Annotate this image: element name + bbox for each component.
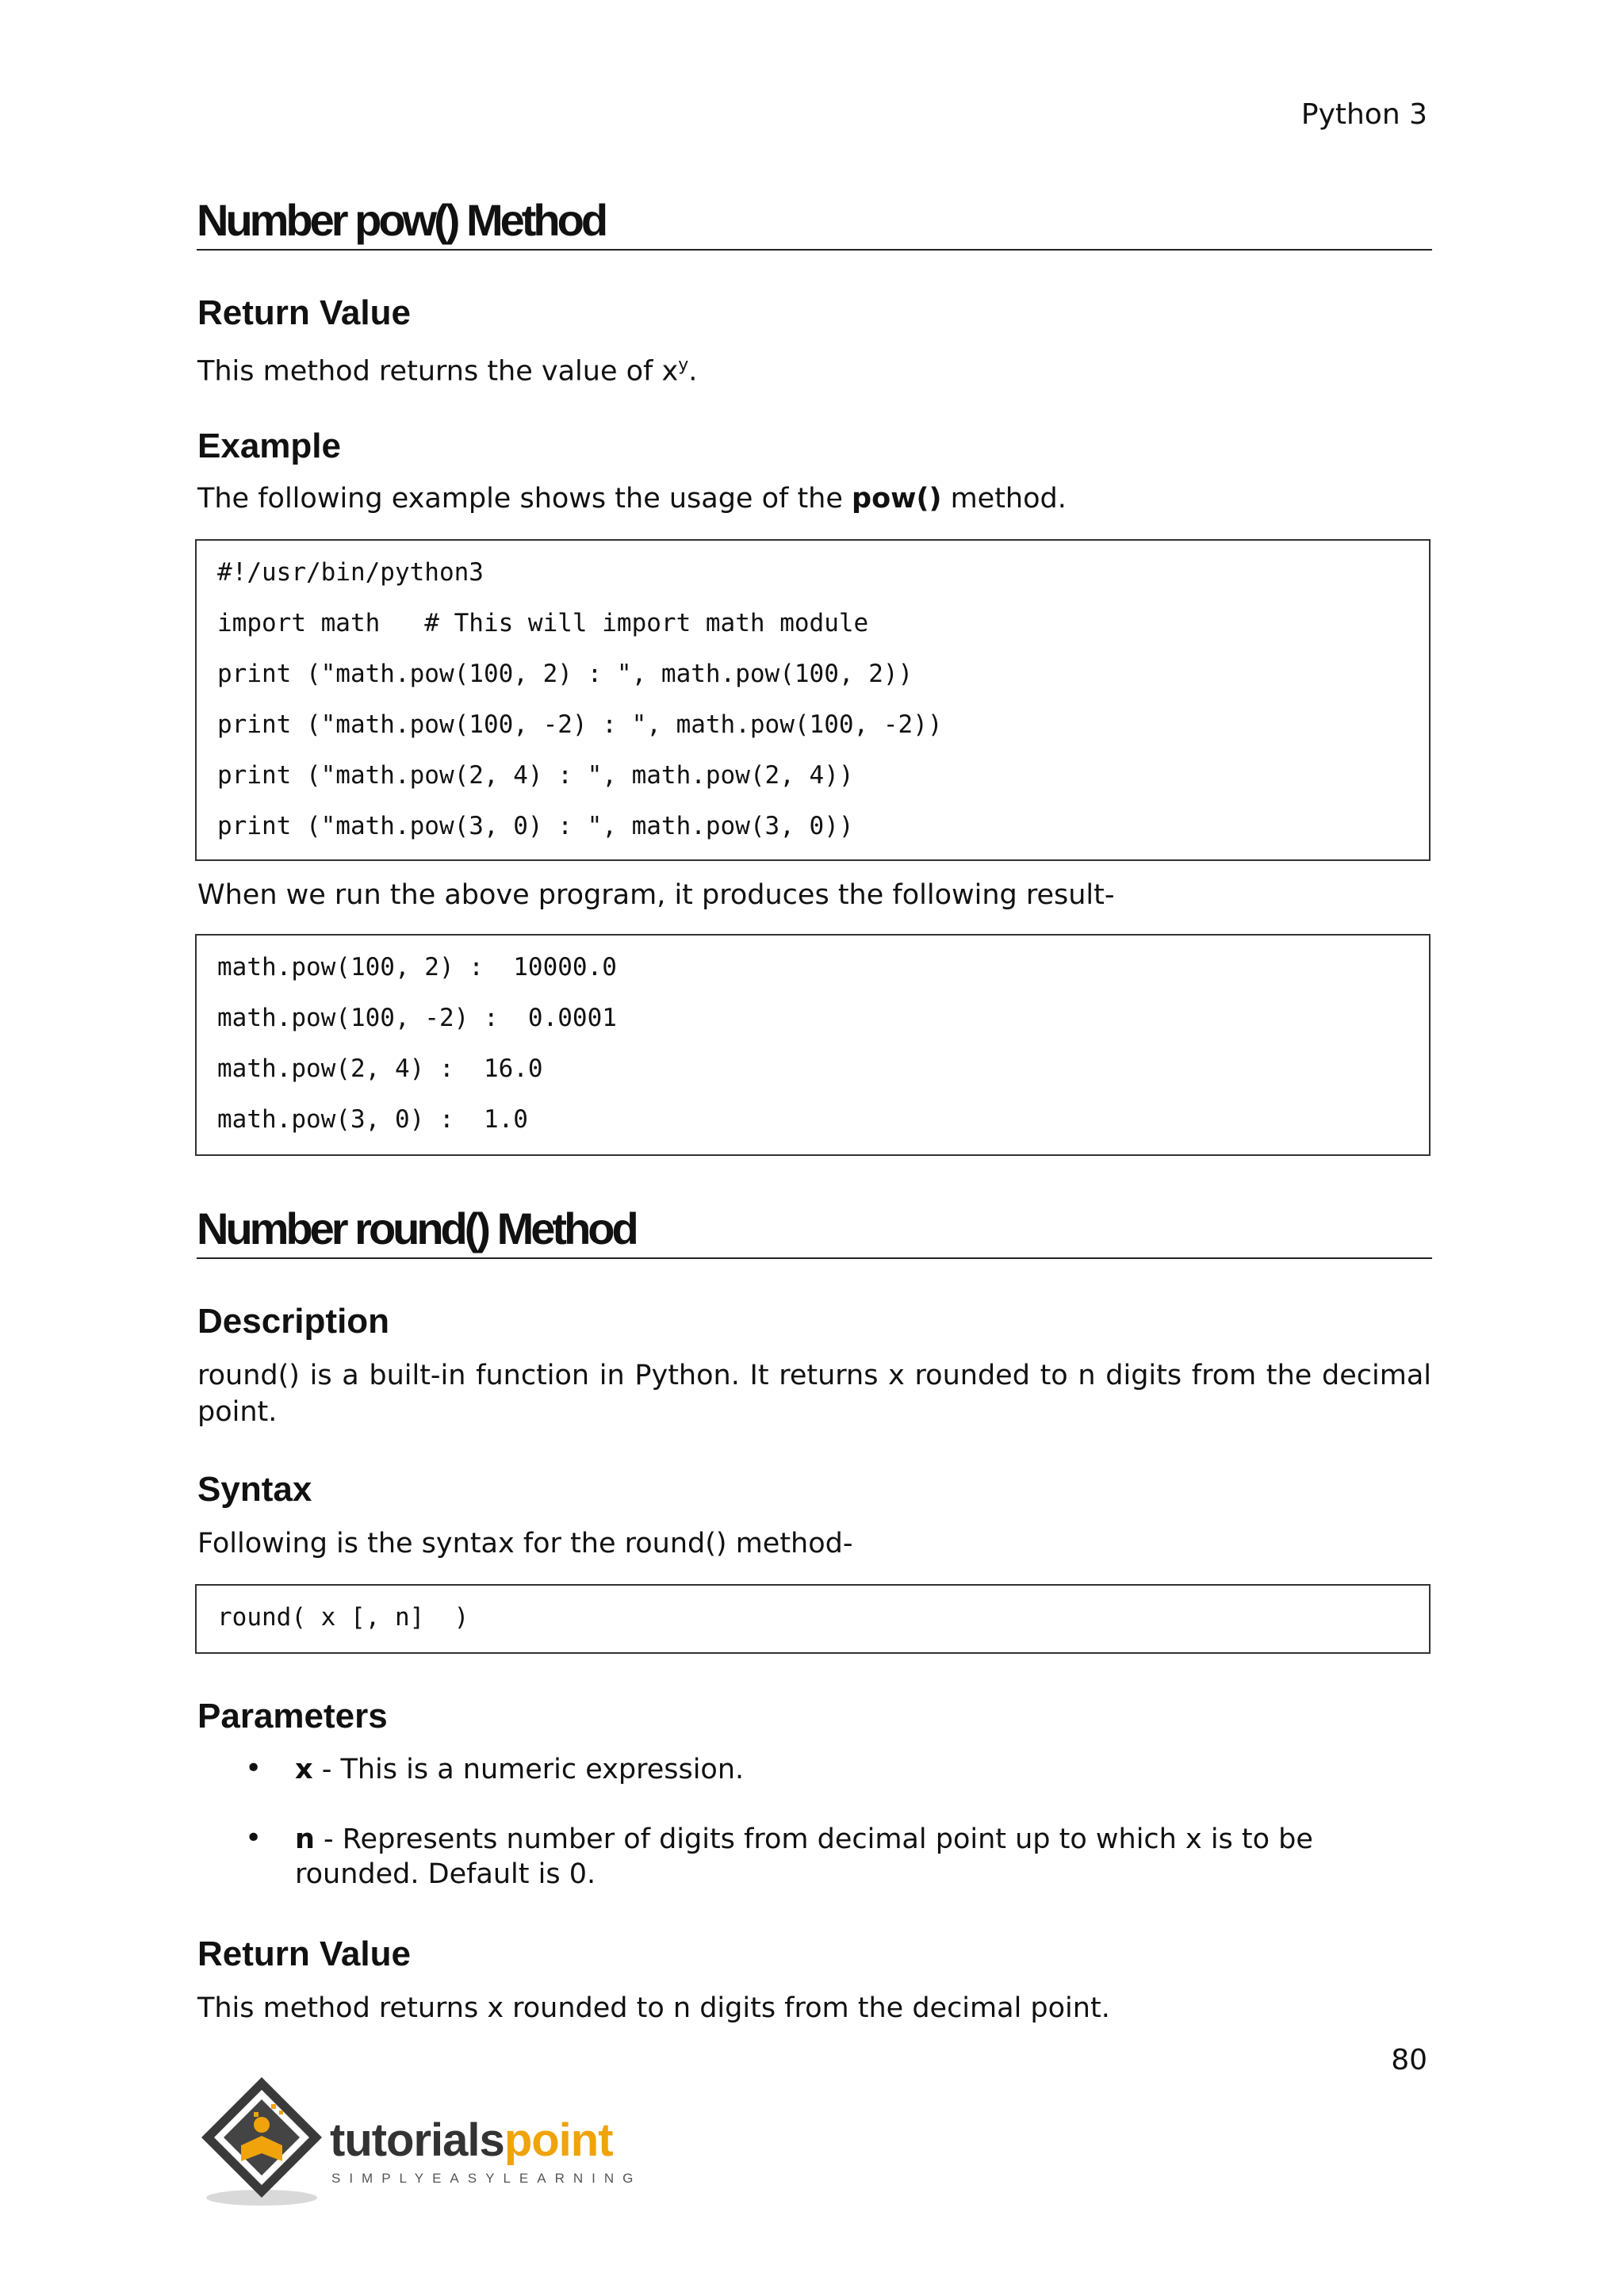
example-intro: The following example shows the usage of the pow() method. xyxy=(197,483,1067,515)
section-title-pow: Number pow() Method xyxy=(197,198,1432,251)
heading-example: Example xyxy=(197,427,341,465)
logo-diamond-icon xyxy=(195,2072,330,2207)
code-line: import math # This will import math module xyxy=(217,609,869,637)
heading-description: Description xyxy=(197,1302,390,1341)
heading-parameters: Parameters xyxy=(197,1697,388,1735)
heading-return-value-round: Return Value xyxy=(197,1934,411,1973)
result-intro: When we run the above program, it produces the following result- xyxy=(197,879,1115,911)
heading-syntax: Syntax xyxy=(197,1470,312,1509)
heading-return-value-pow: Return Value xyxy=(197,293,411,332)
logo-tagline: SIMPLYEASYLEARNING xyxy=(331,2171,642,2186)
parameter-item: n - Represents number of digits from decimal point up to which x is to be rounded. Default is 0. xyxy=(295,1823,1313,1890)
code-line: print ("math.pow(2, 4) : ", math.pow(2, 4)) xyxy=(217,761,854,790)
example-code-block xyxy=(195,539,1431,861)
syntax-code-block xyxy=(195,1584,1431,1654)
output-code-block xyxy=(195,934,1431,1156)
tutorialspoint-logo xyxy=(195,2072,671,2207)
output-line: math.pow(2, 4) : 16.0 xyxy=(217,1054,543,1083)
page-number: 80 xyxy=(1391,2044,1427,2076)
logo-wordmark: tutorialspoint xyxy=(330,2114,613,2166)
code-line: print ("math.pow(3, 0) : ", math.pow(3, 0)) xyxy=(217,812,854,840)
running-header: Python 3 xyxy=(1300,98,1427,131)
bullet-icon: • xyxy=(245,1752,262,1785)
output-line: math.pow(100, -2) : 0.0001 xyxy=(217,1004,617,1032)
output-line: math.pow(100, 2) : 10000.0 xyxy=(217,953,617,982)
code-line: #!/usr/bin/python3 xyxy=(217,558,484,587)
description-text: round() is a built-in function in Python. It returns x rounded to n digits from the decimal point. xyxy=(197,1360,1431,1428)
syntax-code-line: round( x [, n] ) xyxy=(217,1603,469,1632)
bullet-icon: • xyxy=(245,1822,262,1854)
parameter-item: x - This is a numeric expression. xyxy=(295,1754,745,1785)
return-value-text-pow: This method returns the value of $x^y$. xyxy=(197,355,698,388)
code-line: print ("math.pow(100, -2) : ", math.pow(100, -2)) xyxy=(217,710,943,739)
output-line: math.pow(3, 0) : 1.0 xyxy=(217,1105,528,1134)
section-title-round: Number round() Method xyxy=(197,1207,1432,1259)
code-line: print ("math.pow(100, 2) : ", math.pow(100, 2)) xyxy=(217,660,914,688)
syntax-intro: Following is the syntax for the round() method- xyxy=(197,1528,853,1559)
return-value-text-round: This method returns x rounded to n digits from the decimal point. xyxy=(197,1992,1110,2024)
